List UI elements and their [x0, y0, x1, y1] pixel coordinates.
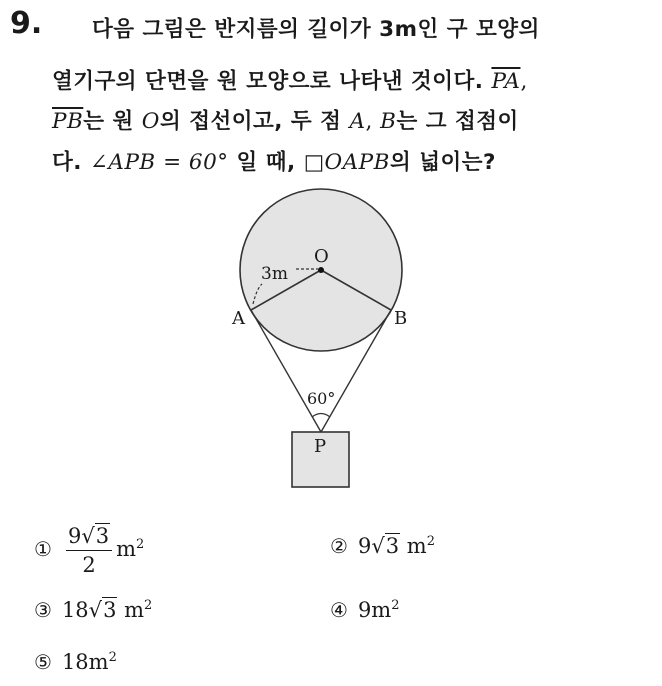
question-text-4a: 다.: [52, 150, 90, 175]
choice-3-exp: 2: [144, 598, 153, 613]
choice-5-marker: ⑤: [34, 650, 52, 674]
choice-1-den: 2: [82, 553, 96, 577]
comma: ,: [520, 69, 528, 94]
choice-3-unit: m: [124, 598, 145, 622]
choice-5-text: 18m: [61, 650, 109, 674]
choice-1-fraction: $\frac{9√3}{2}$: [66, 524, 112, 577]
angle-condition: ∠APB = 60°: [89, 150, 229, 175]
label-angle: 60°: [307, 389, 336, 408]
choice-1-exp: 2: [136, 537, 145, 552]
choice-5-exp: 2: [108, 650, 117, 665]
question-text-3a: 는 원: [83, 109, 142, 134]
choice-1-rad: 3: [95, 524, 110, 548]
choice-3-rad: 3: [103, 598, 117, 622]
point-a: A: [349, 109, 366, 134]
choice-4-text: 9m: [357, 598, 392, 622]
center-dot: [318, 267, 324, 273]
choice-1-num: 9: [67, 524, 82, 548]
choice-4-marker: ④: [330, 598, 348, 622]
segment-pa: $\overline{PA}$: [491, 69, 521, 94]
choice-4-exp: 2: [391, 598, 400, 613]
question-text-4c: 의 넓이는?: [389, 150, 496, 175]
choice-2-coef: 9: [357, 534, 372, 558]
choice-2[interactable]: ② 9√3 $m^2$: [330, 534, 435, 558]
choice-1-marker: ①: [34, 537, 52, 561]
label-radius: 3m: [261, 264, 288, 284]
label-p: P: [314, 436, 327, 457]
choice-3[interactable]: ③ 18√3 $m^2$: [34, 598, 153, 622]
label-o: O: [314, 246, 329, 267]
quadrilateral-name: □OAPB: [303, 150, 390, 175]
label-b: B: [394, 308, 408, 329]
question-text-1: 다음 그림은 반지름의 길이가 3m인 구 모양의: [92, 17, 540, 42]
question-text-3b: 의 접선이고, 두 점: [159, 109, 350, 134]
comma-2: ,: [365, 109, 381, 134]
choice-2-unit: m: [406, 534, 427, 558]
choice-2-rad: 3: [385, 534, 400, 558]
choice-3-marker: ③: [34, 598, 52, 622]
choice-2-marker: ②: [330, 534, 348, 558]
question-number: 9.: [10, 6, 43, 41]
point-b: B: [380, 109, 397, 134]
choice-1-unit: m: [116, 537, 136, 561]
question-text-2: 열기구의 단면을 원 모양으로 나타낸 것이다.: [52, 69, 484, 94]
label-a: A: [232, 308, 245, 329]
choice-1[interactable]: [34, 524, 144, 577]
question-text-4b: 일 때,: [228, 150, 304, 175]
choice-3-coef: 18: [61, 598, 89, 622]
choice-2-exp: 2: [426, 534, 435, 549]
choice-5[interactable]: [34, 650, 117, 674]
segment-pb: $\overline{PB}$: [52, 109, 84, 134]
choice-4[interactable]: [330, 598, 400, 622]
question-text-3c: 는 그 접점이: [396, 109, 519, 134]
point-o: O: [141, 109, 160, 134]
angle-arc: [312, 414, 330, 418]
